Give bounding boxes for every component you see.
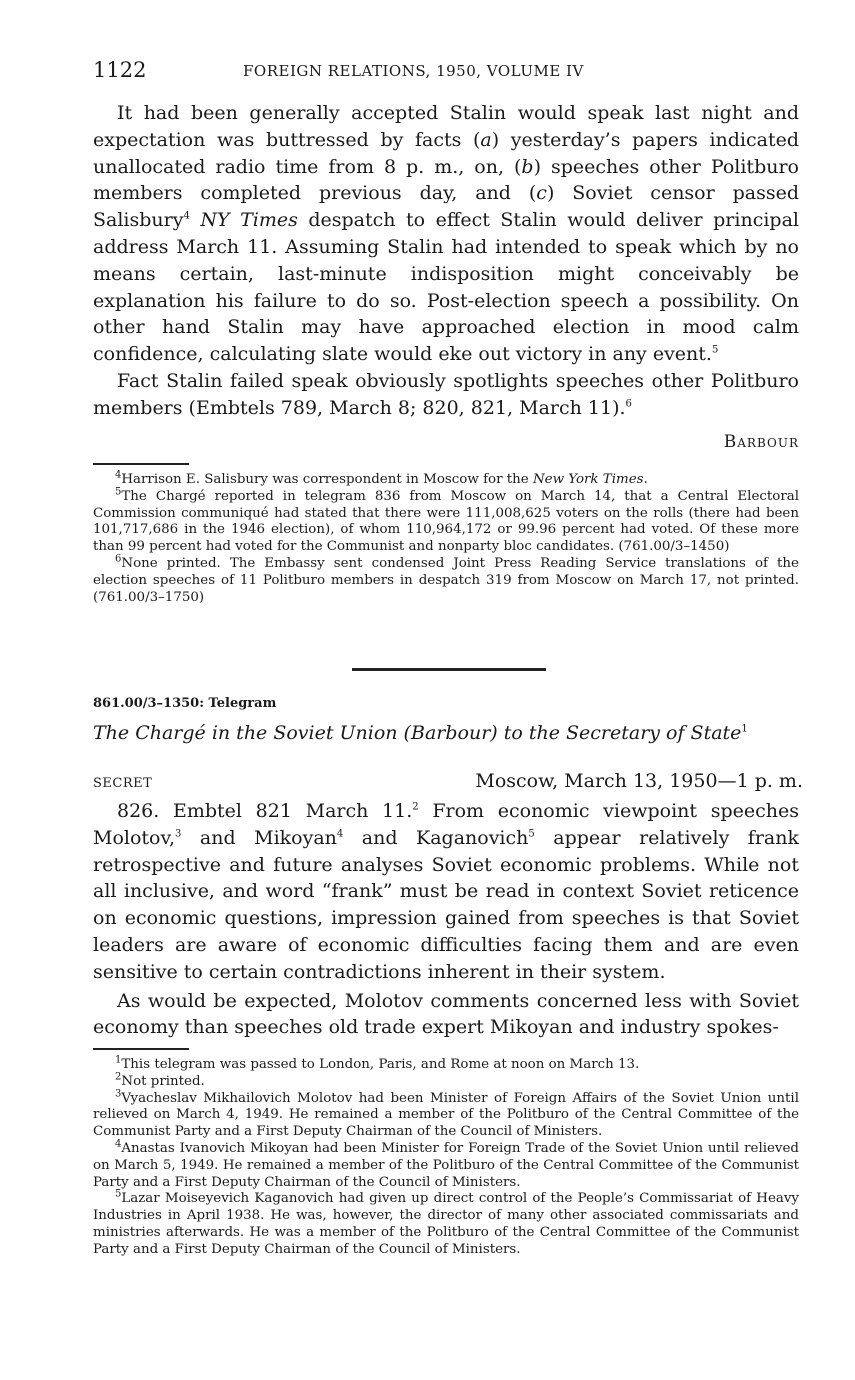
footnote-number: 5 [115, 486, 122, 498]
footnote-text: Harrison E. Salisbury was correspondent in Moscow for the [121, 472, 533, 487]
footnote-text: Lazar Moiseyevich Kaganovich had given up direct control of the People’s Commissariat of Heavy Industries in April 1938. He was, however, the director of many other associated commissariats and ministries afterwards. He was a member of the Politburo of the Central Committee of the Communist Party and a First Deputy Chairman of the Council of Ministers. [93, 1191, 799, 1257]
footnote-3 [93, 1088, 799, 1141]
footnote-4 [93, 1138, 799, 1191]
footnote-text: This telegram was passed to London, Paris, and Rome at noon on March 13. [121, 1057, 640, 1072]
list-marker: a [480, 128, 492, 151]
running-head: FOREIGN RELATIONS, 1950, VOLUME IV [243, 62, 584, 80]
paragraph-politburo-speeches [93, 368, 799, 422]
footnote-text: Not printed. [121, 1073, 205, 1089]
footnote-5 [93, 486, 799, 556]
dateline [93, 770, 803, 796]
footnote-4 [93, 469, 799, 489]
footnote-number: 4 [115, 469, 122, 481]
section1-body [93, 100, 799, 422]
footnote-ref[interactable]: 2 [412, 801, 419, 813]
footnote-number: 2 [115, 1071, 122, 1083]
footnote-6 [93, 553, 799, 606]
footnote-number: 5 [115, 1188, 122, 1200]
footnotes-section2 [93, 1054, 799, 1259]
document-title [93, 722, 805, 744]
footnote-ref[interactable]: 3 [175, 828, 182, 840]
text-run: and Kaganovich [343, 826, 529, 849]
footnote-ref[interactable]: 5 [528, 828, 535, 840]
footnote-ref[interactable]: 6 [625, 398, 632, 410]
text-run: From economic viewpoint speeches Molotov, [93, 800, 799, 849]
publication-title: New York Times. [532, 472, 648, 487]
text-run: Fact Stalin failed speak obviously spotlights speeches other Politburo members (Embtels 789, March 8; 820, 821, March 11). [93, 369, 799, 419]
text-run: 826. Embtel 821 March 11. [117, 800, 413, 822]
title-text: ) to the Secretary of State [490, 722, 742, 744]
footnote-number: 3 [115, 1088, 122, 1100]
footnote-ref[interactable]: 4 [336, 828, 344, 840]
footnotes-section1 [93, 469, 799, 606]
place-date: Moscow, March 13, 1950—1 p. m. [475, 770, 803, 792]
file-reference: 861.00/3–1350: Telegram [93, 696, 277, 711]
text-run: As would be expected, Molotov comments concerned less with Soviet economy than speeches old trade expert Mikoyan and industry spokes- [93, 989, 799, 1039]
title-text: The Chargé in the Soviet Union ( [93, 722, 411, 744]
footnote-text: The Chargé reported in telegram 836 from Moscow on March 14, that a Central Electoral Commission communiqué had stated that there were 111,008,625 voters on the rolls (there had been 101,717,686 in the 1946 election), of whom 110,964,172 or 99.96 percent had voted. Of these more than 99 percent had voted for the Communist and nonparty bloc candidates. (761.00/3–1450) [93, 488, 799, 555]
paragraph-economic-viewpoint [93, 798, 799, 986]
footnote-ref[interactable]: 4 [183, 210, 190, 222]
text-run: ) Soviet censor passed Salisbury [93, 182, 800, 232]
footnote-number: 4 [115, 1138, 122, 1150]
footnote-text: None printed. The Embassy sent condensed Joint Press Reading Service translations of the election speeches of 11 Politburo members in despatch 319 from Moscow on March 17, not printed. (761.00/3–1750) [93, 555, 799, 605]
text-run: appear relatively frank retrospective and future analyses Soviet economic problems. While not all inclusive, and word “frank” must be read in context Soviet reticence on economic questions, impression gained from speeches is that Soviet leaders are aware of economic difficulties facing them and are even sensitive to certain contradictions inherent in their system. [93, 826, 799, 983]
footnote-number: 1 [115, 1054, 122, 1066]
footnote-1 [93, 1054, 799, 1074]
page-number: 1122 [93, 58, 147, 82]
list-marker: c [536, 182, 547, 205]
footnote-text: Anastas Ivanovich Mikoyan had been Minister for Foreign Trade of the Soviet Union until relieved on March 5, 1949. He remained a member of the Politburo of the Central Committee of the Communist Party and a First Deputy Chairman of the Council of Ministers. [93, 1140, 799, 1190]
text-run: It had been generally accepted Stalin would speak last night and expectation was buttressed by facts ( [93, 102, 799, 151]
section-divider [352, 668, 546, 671]
text-run: ) speeches other Politburo members completed previous day, and ( [93, 155, 799, 205]
classification-label: SECRET [93, 776, 153, 791]
footnote-2 [93, 1071, 799, 1091]
title-name: Barbour [410, 722, 491, 744]
list-marker: b [521, 155, 534, 178]
footnote-number: 6 [115, 553, 122, 565]
footnote-ref[interactable]: 5 [711, 344, 719, 356]
footnote-5 [93, 1188, 799, 1258]
text-run: ) yesterday’s papers indicated unallocated radio time from 8 p. m., on, ( [93, 128, 800, 178]
footnote-text: Vyacheslav Mikhailovich Molotov had been Minister of Foreign Affairs of the Soviet Union until relieved on March 4, 1949. He remained a member of the Politburo of the Central Committee of the Communist Party and a First Deputy Chairman of the Council of Ministers. [93, 1090, 799, 1140]
text-run: despatch to effect Stalin would deliver principal address March 11. Assuming Stalin had intended to speak which by no means certain, last-minute indisposition might conceivably be explanation his failure to do so. Post-election speech a possibility. On other hand Stalin may have approached election in mood calm confidence, calculating slate would eke out victory in any event. [93, 209, 799, 366]
page-header [93, 58, 803, 88]
footnote-rule [93, 1048, 189, 1050]
paragraph-stalin-speech [93, 100, 799, 368]
section2-body [93, 798, 799, 1041]
footnote-rule [93, 463, 189, 465]
text-run: and Mikoyan [181, 826, 337, 849]
paragraph-molotov-comments [93, 988, 799, 1042]
signature: Barbour [723, 432, 799, 452]
footnote-ref[interactable]: 1 [741, 723, 748, 735]
publication-title: NY Times [200, 209, 298, 232]
